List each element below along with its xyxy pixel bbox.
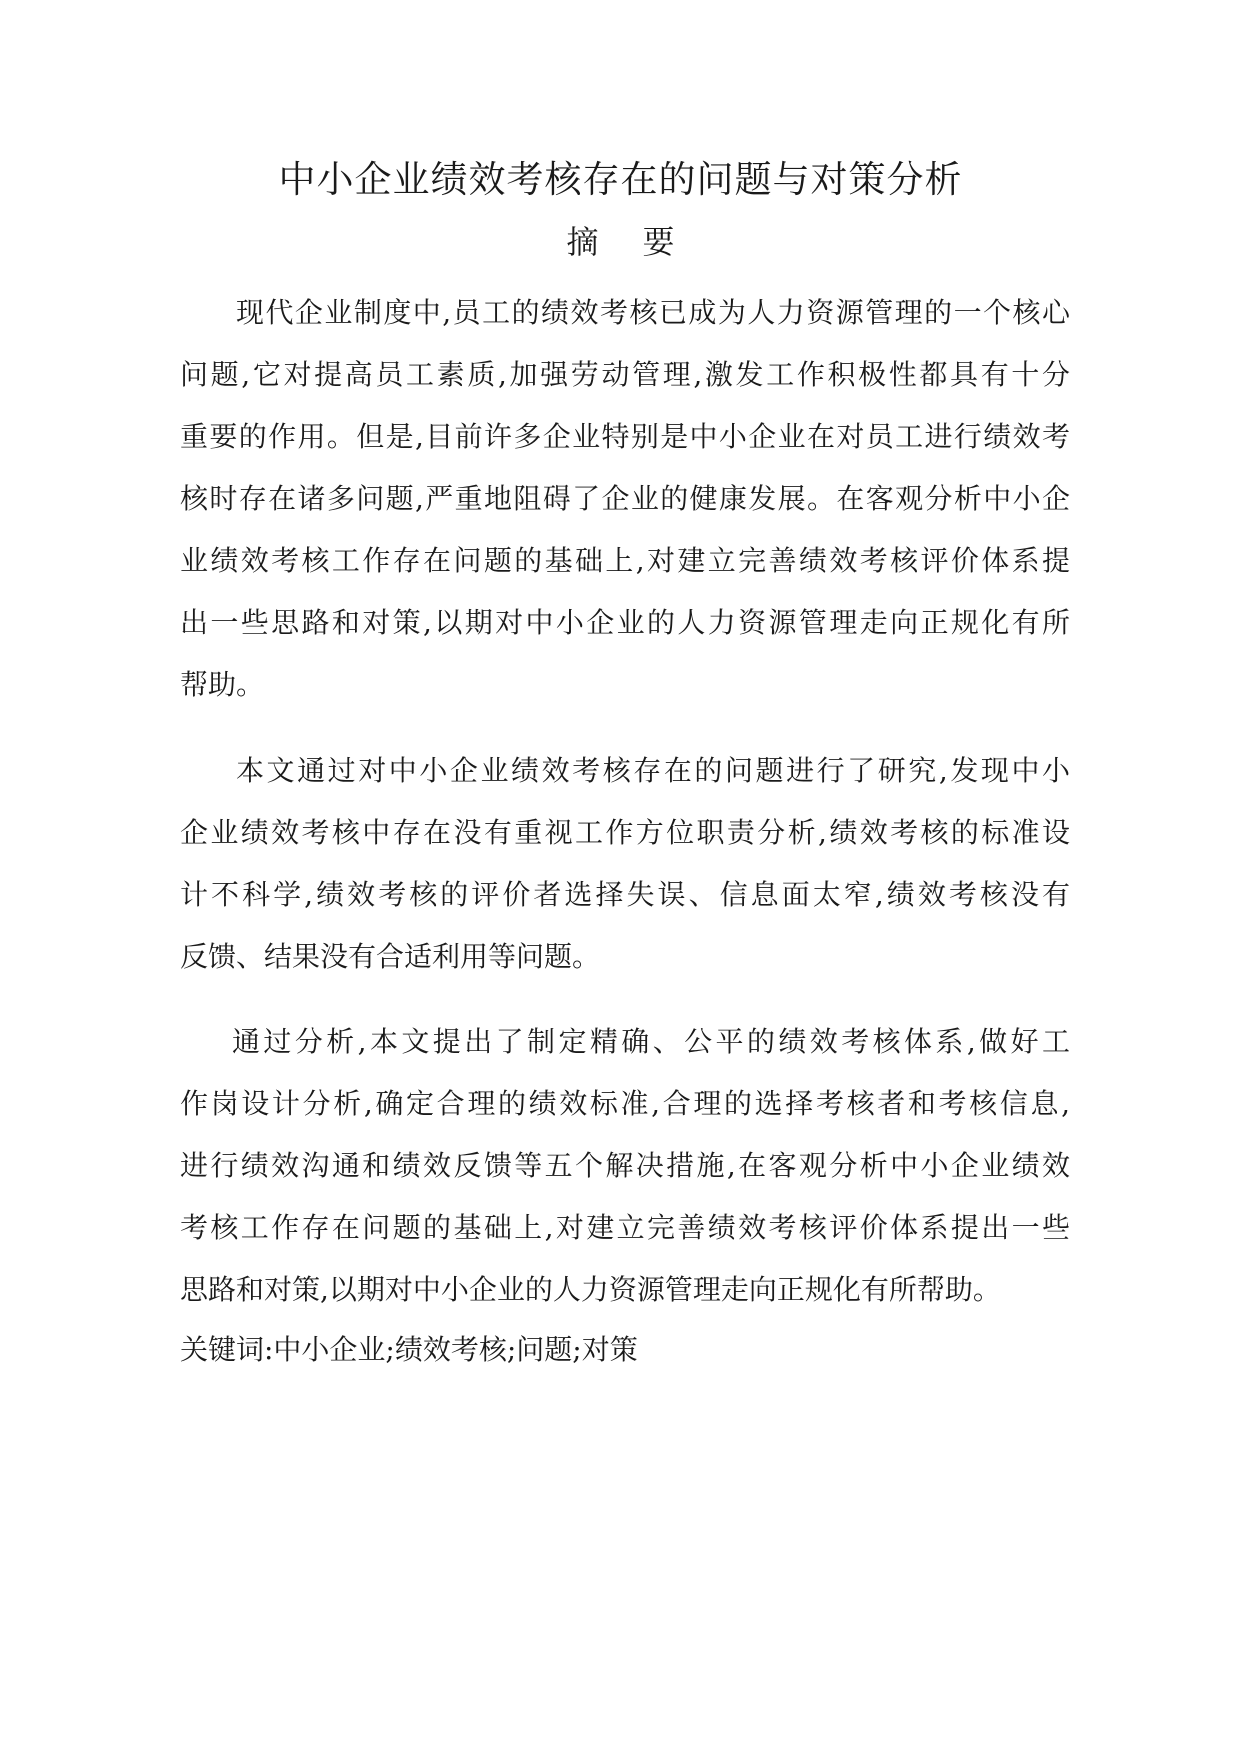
- paragraph-line: 反馈、结果没有合适利用等问题。: [180, 940, 601, 973]
- abstract-paragraph-1: [180, 282, 1070, 716]
- document-title: 中小企业绩效考核存在的问题与对策分析: [278, 158, 963, 201]
- abstract-paragraph-3: [180, 1011, 1070, 1321]
- abstract-paragraph-2: [180, 740, 1070, 988]
- paragraph-line: 进行绩效沟通和绩效反馈等五个解决措施,在客观分析中小企业绩效: [180, 1149, 1070, 1182]
- paragraph-line: 帮助。: [180, 668, 265, 701]
- paragraph-line: 重要的作用。但是,目前许多企业特别是中小企业在对员工进行绩效考: [180, 420, 1070, 453]
- paragraph-line: 核时存在诸多问题,严重地阻碍了企业的健康发展。在客观分析中小企: [180, 482, 1070, 515]
- paragraph-line: 问题,它对提高员工素质,加强劳动管理,激发工作积极性都具有十分: [180, 358, 1070, 391]
- paragraph-line: 作岗设计分析,确定合理的绩效标准,合理的选择考核者和考核信息,: [180, 1087, 1070, 1120]
- paragraph-line: 业绩效考核工作存在问题的基础上,对建立完善绩效考核评价体系提: [180, 544, 1070, 577]
- keywords-line: 关键词:中小企业;绩效考核;问题;对策: [180, 1333, 638, 1366]
- paragraph-line: 出一些思路和对策,以期对中小企业的人力资源管理走向正规化有所: [180, 606, 1070, 639]
- paragraph-line: 现代企业制度中,员工的绩效考核已成为人力资源管理的一个核心: [236, 296, 1070, 329]
- paragraph-line: 本文通过对中小企业绩效考核存在的问题进行了研究,发现中小: [236, 754, 1070, 787]
- abstract-heading: 摘要: [566, 223, 719, 261]
- paragraph-line: 企业绩效考核中存在没有重视工作方位职责分析,绩效考核的标准设: [180, 816, 1070, 849]
- paragraph-line: 思路和对策,以期对中小企业的人力资源管理走向正规化有所帮助。: [180, 1273, 1001, 1306]
- paragraph-line: 通过分析,本文提出了制定精确、公平的绩效考核体系,做好工: [232, 1025, 1070, 1058]
- paragraph-line: 计不科学,绩效考核的评价者选择失误、信息面太窄,绩效考核没有: [180, 878, 1070, 911]
- paragraph-line: 考核工作存在问题的基础上,对建立完善绩效考核评价体系提出一些: [180, 1211, 1070, 1244]
